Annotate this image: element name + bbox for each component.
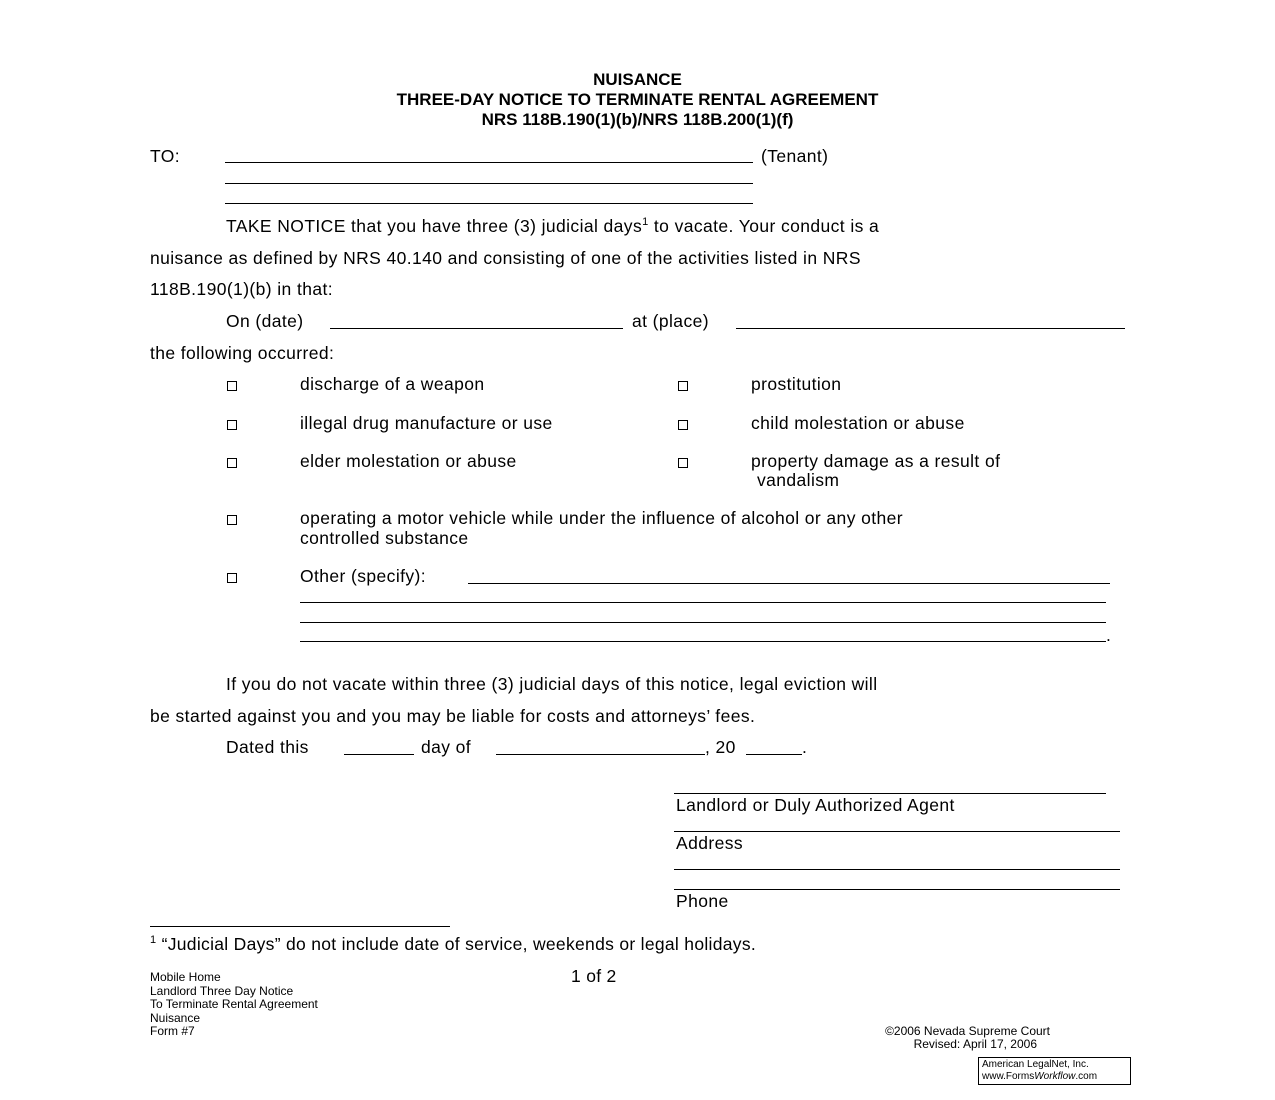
notice-line-3: 118B.190(1)(b) in that:: [150, 279, 334, 299]
footer-left-line-1: Mobile Home: [150, 970, 221, 984]
following-occurred: the following occurred:: [150, 343, 335, 363]
revised-date: Revised: April 17, 2006: [913, 1037, 1037, 1051]
stamp-com: .com: [1075, 1071, 1098, 1082]
footnote-text: “Judicial Days” do not include date of service, weekends or legal holidays.: [156, 934, 757, 954]
stamp-line-1: American LegalNet, Inc.: [982, 1059, 1089, 1070]
tenant-label: (Tenant): [761, 146, 829, 166]
label-elder: elder molestation or abuse: [300, 451, 517, 471]
on-date-label: On (date): [226, 311, 304, 331]
footnote-divider: [150, 926, 450, 927]
page-number: 1 of 2: [571, 966, 617, 986]
dated-end-period: .: [802, 737, 808, 757]
copyright: ©2006 Nevada Supreme Court: [885, 1024, 1050, 1038]
label-discharge: discharge of a weapon: [300, 374, 485, 394]
eviction-line-2: be started against you and you may be liable for costs and attorneys’ fees.: [150, 706, 756, 726]
checkbox-drug[interactable]: [227, 420, 237, 430]
form-statute: NRS 118B.190(1)(b)/NRS 118B.200(1)(f): [481, 110, 794, 129]
checkbox-motor[interactable]: [227, 515, 237, 525]
footer-left-line-3: To Terminate Rental Agreement: [150, 997, 318, 1011]
other-blank-4[interactable]: [300, 641, 1106, 642]
label-motor-2: controlled substance: [300, 528, 469, 548]
notice-line-2: nuisance as defined by NRS 40.140 and consisting of one of the activities listed in NRS: [150, 248, 861, 268]
checkbox-discharge[interactable]: [227, 381, 237, 391]
footnote-mark: 1: [150, 934, 157, 947]
address-blank-2[interactable]: [674, 869, 1120, 870]
to-label: TO:: [150, 146, 181, 166]
dated-this-label: Dated this: [226, 737, 309, 757]
label-drug: illegal drug manufacture or use: [300, 413, 553, 433]
footer-left-line-5: Form #7: [150, 1024, 195, 1038]
landlord-label: Landlord or Duly Authorized Agent: [676, 795, 955, 815]
year-blank[interactable]: [746, 754, 802, 755]
checkbox-prostitution[interactable]: [678, 381, 688, 391]
stamp-line-2: [982, 1071, 1127, 1083]
checkbox-other[interactable]: [227, 573, 237, 583]
other-blank-2[interactable]: [300, 602, 1106, 603]
label-child: child molestation or abuse: [751, 413, 965, 433]
label-motor-1: operating a motor vehicle while under the influence of alcohol or any other: [300, 508, 903, 528]
address-label: Address: [676, 833, 743, 853]
place-blank[interactable]: [736, 328, 1125, 329]
landlord-signature-blank[interactable]: [674, 793, 1106, 794]
other-blank-3[interactable]: [300, 622, 1106, 623]
day-of-label: day of: [421, 737, 472, 757]
footnote: [150, 934, 756, 955]
month-blank[interactable]: [496, 754, 705, 755]
notice-line-1-pre: TAKE NOTICE that you have three (3) judicial days: [226, 216, 643, 236]
date-blank[interactable]: [330, 328, 623, 329]
stamp-www: www.Forms: [982, 1071, 1035, 1082]
tenant-address-blank-2[interactable]: [225, 203, 753, 204]
label-other: Other (specify):: [300, 566, 427, 586]
footer-left-line-2: Landlord Three Day Notice: [150, 983, 294, 998]
tenant-name-blank[interactable]: [225, 162, 753, 163]
footer-left: [150, 971, 318, 1039]
form-subtitle: THREE-DAY NOTICE TO TERMINATE RENTAL AGREEMENT: [396, 90, 879, 109]
phone-label: Phone: [676, 891, 729, 911]
form-title: NUISANCE: [593, 70, 682, 89]
tenant-address-blank-1[interactable]: [225, 183, 753, 184]
label-prostitution: prostitution: [751, 374, 842, 394]
footnote-marker: 1: [642, 216, 649, 229]
stamp-workflow: Workflow: [1034, 1071, 1076, 1082]
label-property-2: vandalism: [757, 470, 840, 490]
other-end-period: .: [1106, 625, 1112, 645]
checkbox-child[interactable]: [678, 420, 688, 430]
legalnet-stamp: [978, 1057, 1131, 1085]
day-blank[interactable]: [344, 754, 414, 755]
year-prefix: , 20: [705, 737, 736, 757]
notice-line-1-post: to vacate. Your conduct is a: [648, 216, 880, 236]
phone-blank[interactable]: [674, 889, 1120, 890]
other-blank-1[interactable]: [468, 583, 1110, 584]
address-blank-1[interactable]: [674, 831, 1120, 832]
eviction-line-1: If you do not vacate within three (3) judicial days of this notice, legal eviction will: [226, 674, 878, 694]
checkbox-property[interactable]: [678, 458, 688, 468]
label-property-1: property damage as a result of: [751, 451, 1001, 471]
checkbox-elder[interactable]: [227, 458, 237, 468]
at-place-label: at (place): [632, 311, 709, 331]
footer-left-line-4: Nuisance: [150, 1010, 201, 1025]
notice-line-1: [226, 216, 879, 237]
